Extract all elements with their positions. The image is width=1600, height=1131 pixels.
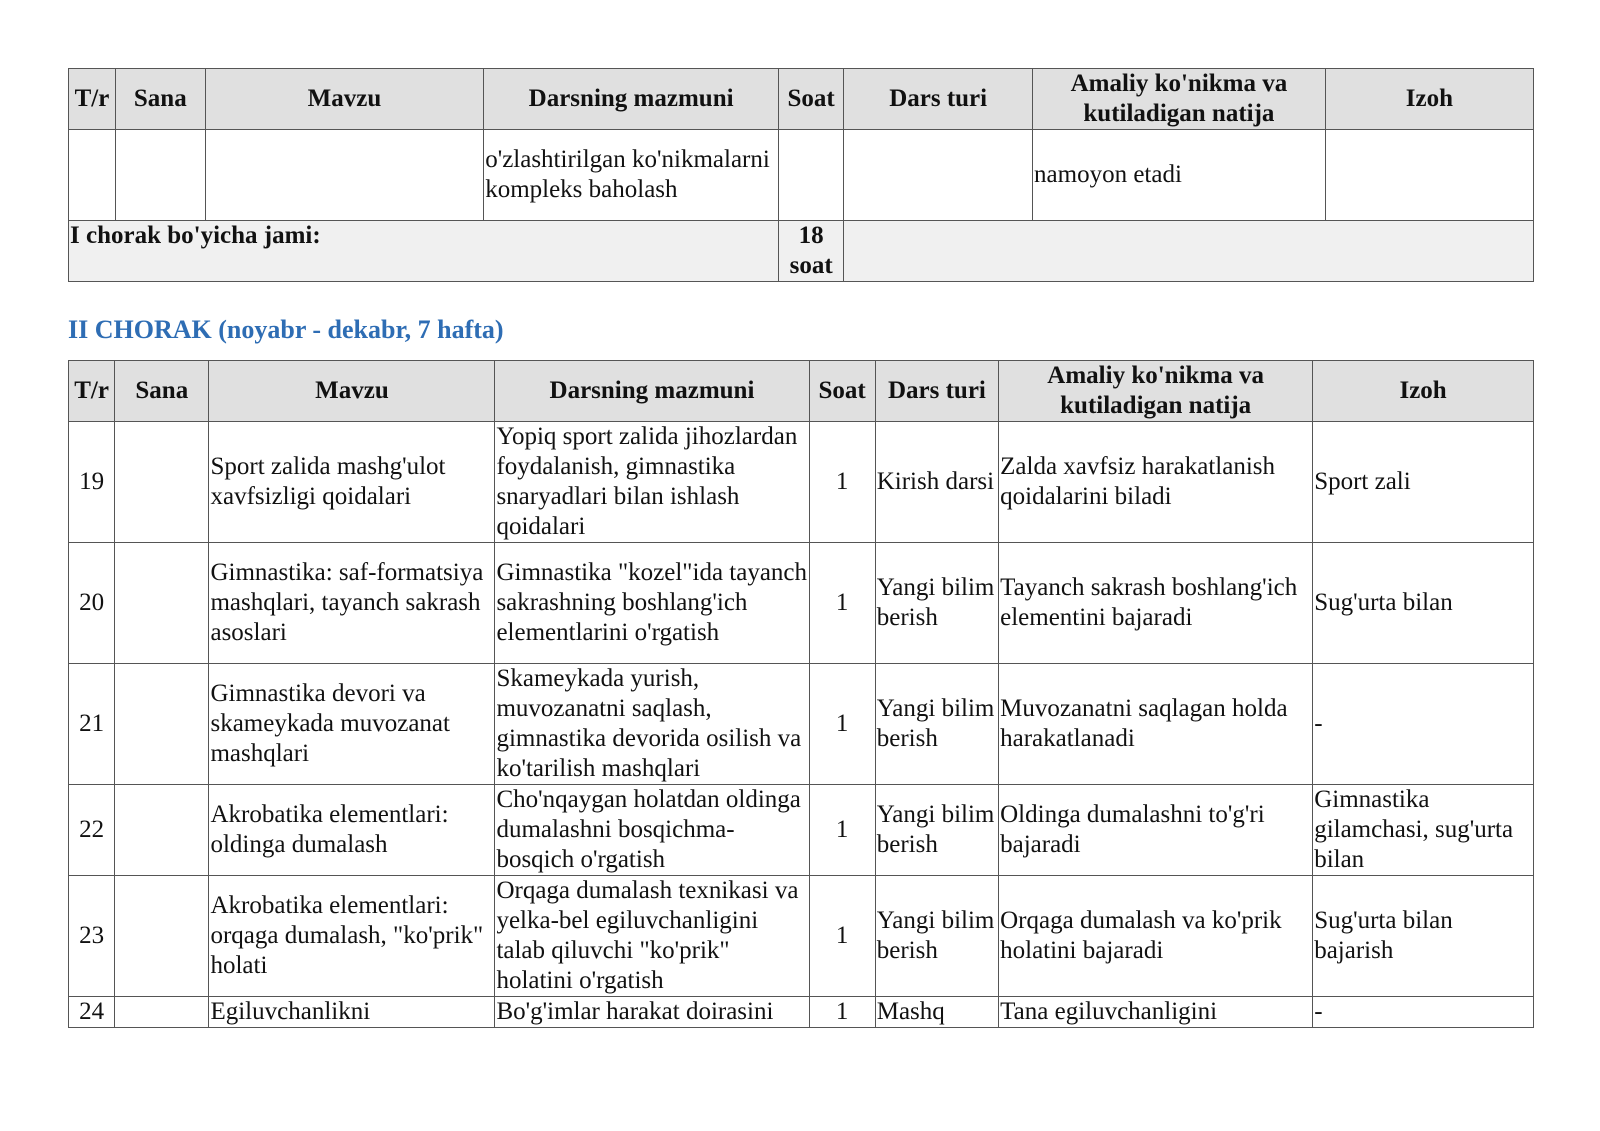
cell-sana	[115, 876, 209, 997]
table-row	[69, 876, 1534, 997]
header-tr: T/r	[69, 69, 116, 130]
header-mazmun: Darsning mazmuni	[484, 69, 779, 130]
cell-mavzu: Sport zalida mashg'ulot xavfsizligi qoidalari	[209, 422, 495, 543]
cell-tr: 19	[69, 422, 115, 543]
cell-dars-turi: Yangi bilim berish	[875, 876, 998, 997]
table-row	[69, 664, 1534, 785]
total-empty	[844, 221, 1534, 282]
cell-mazmun: Skameykada yurish, muvozanatni saqlash, gimnastika devorida osilish va ko'tarilish mashqlari	[495, 664, 809, 785]
plan-table-quarter-2	[68, 360, 1534, 1028]
header-dars-turi: Dars turi	[875, 361, 998, 422]
cell-soat	[779, 130, 844, 221]
header-sana: Sana	[115, 361, 209, 422]
cell-soat: 1	[809, 422, 875, 543]
cell-izoh: -	[1313, 664, 1534, 785]
cell-dars-turi: Yangi bilim berish	[875, 664, 998, 785]
plan-table-quarter-1	[68, 68, 1534, 282]
header-natija: Amaliy ko'nikma va kutiladigan natija	[1033, 69, 1326, 130]
cell-mazmun: Gimnastika "kozel"ida tayanch sakrashning boshlang'ich elementlarini o'rgatish	[495, 543, 809, 664]
total-value: 18 soat	[779, 221, 844, 282]
cell-natija: Zalda xavfsiz harakatlanish qoidalarini biladi	[999, 422, 1313, 543]
cell-izoh: Sug'urta bilan bajarish	[1313, 876, 1534, 997]
cell-natija: Tana egiluvchanligini	[999, 997, 1313, 1028]
cell-natija: Tayanch sakrash boshlang'ich elementini bajaradi	[999, 543, 1313, 664]
cell-sana	[115, 997, 209, 1028]
cell-tr: 23	[69, 876, 115, 997]
cell-sana	[115, 422, 209, 543]
table-row	[69, 130, 1534, 221]
header-soat: Soat	[809, 361, 875, 422]
cell-soat: 1	[809, 785, 875, 876]
cell-mazmun: Cho'nqaygan holatdan oldinga dumalashni bosqichma-bosqich o'rgatish	[495, 785, 809, 876]
cell-mavzu: Gimnastika: saf-formatsiya mashqlari, tayanch sakrash asoslari	[209, 543, 495, 664]
header-soat: Soat	[779, 69, 844, 130]
cell-izoh: Gimnastika gilamchasi, sug'urta bilan	[1313, 785, 1534, 876]
cell-tr: 24	[69, 997, 115, 1028]
cell-natija: Oldinga dumalashni to'g'ri bajaradi	[999, 785, 1313, 876]
cell-soat: 1	[809, 997, 875, 1028]
table-header-row	[69, 361, 1534, 422]
header-mazmun: Darsning mazmuni	[495, 361, 809, 422]
cell-izoh: -	[1313, 997, 1534, 1028]
cell-mazmun: Bo'g'imlar harakat doirasini	[495, 997, 809, 1028]
cell-natija: Orqaga dumalash va ko'prik holatini bajaradi	[999, 876, 1313, 997]
table-row	[69, 785, 1534, 876]
cell-dars-turi: Yangi bilim berish	[875, 543, 998, 664]
header-tr: T/r	[69, 361, 115, 422]
cell-mavzu: Akrobatika elementlari: orqaga dumalash, "ko'prik" holati	[209, 876, 495, 997]
cell-dars-turi: Mashq	[875, 997, 998, 1028]
cell-dars-turi: Kirish darsi	[875, 422, 998, 543]
header-natija: Amaliy ko'nikma va kutiladigan natija	[999, 361, 1313, 422]
header-mavzu: Mavzu	[205, 69, 484, 130]
header-mavzu: Mavzu	[209, 361, 495, 422]
cell-sana	[115, 130, 205, 221]
section-heading: II CHORAK (noyabr - dekabr, 7 hafta)	[68, 315, 504, 344]
cell-soat: 1	[809, 876, 875, 997]
cell-tr: 22	[69, 785, 115, 876]
cell-natija: Muvozanatni saqlagan holda harakatlanadi	[999, 664, 1313, 785]
cell-dars-turi: Yangi bilim berish	[875, 785, 998, 876]
cell-izoh: Sport zali	[1313, 422, 1534, 543]
header-dars-turi: Dars turi	[844, 69, 1033, 130]
cell-dars-turi	[844, 130, 1033, 221]
total-row	[69, 221, 1534, 282]
cell-mavzu: Akrobatika elementlari: oldinga dumalash	[209, 785, 495, 876]
cell-izoh: Sug'urta bilan	[1313, 543, 1534, 664]
cell-tr: 21	[69, 664, 115, 785]
cell-izoh	[1325, 130, 1533, 221]
cell-mavzu: Egiluvchanlikni	[209, 997, 495, 1028]
cell-mazmun: Yopiq sport zalida jihozlardan foydalanish, gimnastika snaryadlari bilan ishlash qoidalari	[495, 422, 809, 543]
cell-soat: 1	[809, 543, 875, 664]
header-izoh: Izoh	[1313, 361, 1534, 422]
header-sana: Sana	[115, 69, 205, 130]
table-row	[69, 997, 1534, 1028]
cell-mazmun: o'zlashtirilgan ko'nikmalarni kompleks baholash	[484, 130, 779, 221]
cell-sana	[115, 785, 209, 876]
table-row	[69, 543, 1534, 664]
cell-tr: 20	[69, 543, 115, 664]
cell-soat: 1	[809, 664, 875, 785]
table-header-row	[69, 69, 1534, 130]
cell-sana	[115, 664, 209, 785]
header-izoh: Izoh	[1325, 69, 1533, 130]
cell-tr	[69, 130, 116, 221]
table-row	[69, 422, 1534, 543]
cell-natija: namoyon etadi	[1033, 130, 1326, 221]
cell-sana	[115, 543, 209, 664]
cell-mazmun: Orqaga dumalash texnikasi va yelka-bel egiluvchanligini talab qiluvchi "ko'prik" holatini o'rgatish	[495, 876, 809, 997]
cell-mavzu: Gimnastika devori va skameykada muvozanat mashqlari	[209, 664, 495, 785]
total-label: I chorak bo'yicha jami:	[69, 221, 779, 282]
cell-mavzu	[205, 130, 484, 221]
